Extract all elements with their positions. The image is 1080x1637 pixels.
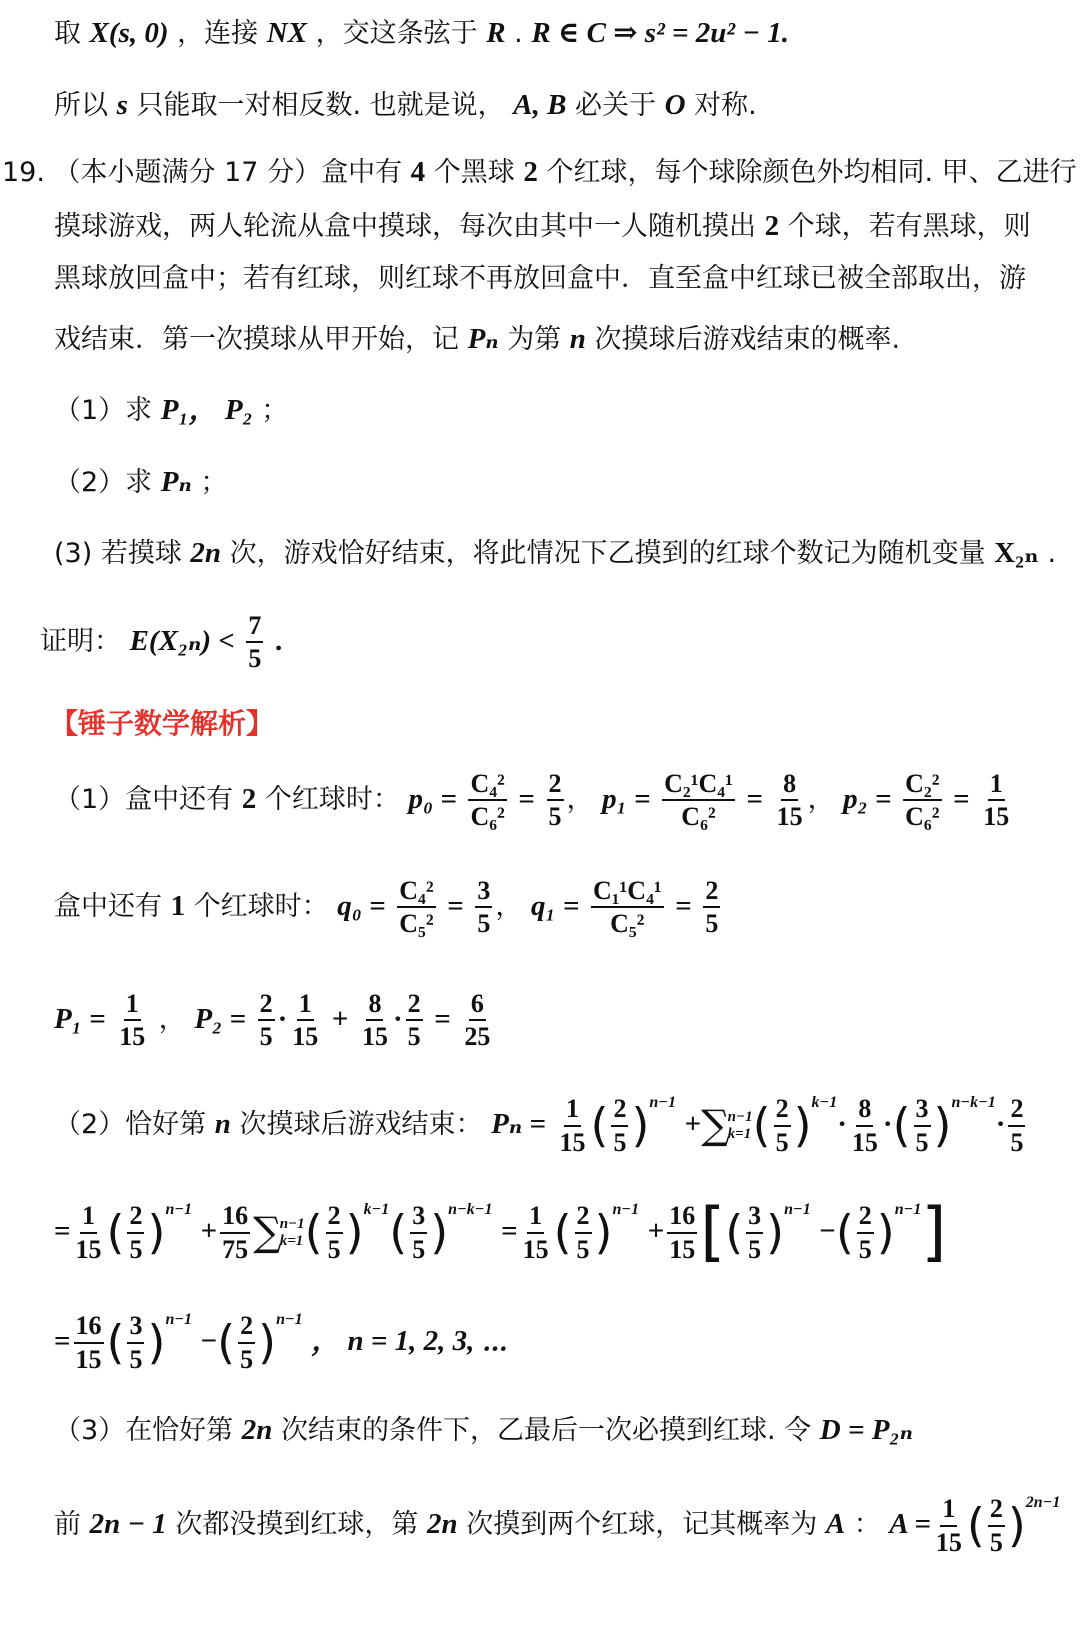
solution-2-result: = $\frac{16}{15}$ ( $\frac{3}{5}$ )$^{n-1}$ −( $\frac{2}{5}$ )$^{n-1}$ ， n = 1, 2, 3, ⋯ (54, 1311, 508, 1374)
math-expectation: E(X₂ₙ) < (129, 624, 235, 657)
math-P1P2: P₁， P₂ (160, 394, 253, 426)
text: 取 (54, 18, 81, 49)
sum-limits: n−1 k=1 (279, 1216, 305, 1249)
text: . (274, 624, 283, 657)
frac-1-15: $\frac{1}{15}$ (935, 1494, 962, 1557)
text: 前 (54, 1509, 81, 1540)
sigma-icon: ∑ (701, 1102, 730, 1149)
question-2 (54, 465, 227, 500)
prev-line-2 (54, 88, 757, 123)
frac-2-5: $\frac{2}{5}$ (613, 1094, 627, 1157)
frac-C11C41-C52: $\frac{\text{C₁¹C₄¹}}{\text{C₅²}}$ (592, 876, 662, 939)
text: 所以 (54, 90, 108, 121)
frac-2-5: $\frac{2}{5}$ (858, 1201, 872, 1264)
num-1: 1 (170, 889, 186, 922)
exponent: n−1 (649, 1094, 676, 1111)
math-2n: 2n (426, 1508, 458, 1540)
text: 次摸球后游戏结束： (239, 1109, 483, 1140)
problem-line-4 (54, 322, 900, 357)
text: （本小题满分 17 分）盒中有 (53, 157, 403, 188)
n-range: ， n = 1, 2, 3, ⋯ (311, 1325, 508, 1357)
text: 次结束的条件下，乙最后一次必摸到红球. 令 (281, 1415, 812, 1446)
frac-6-25: $\frac{6}{25}$ (464, 989, 491, 1052)
frac-2-5: $\frac{2}{5}$ (576, 1201, 590, 1264)
num-red: 2 (523, 156, 538, 188)
frac-1-15: $\frac{1}{15}$ (119, 989, 146, 1052)
math-p0: p₀ = (408, 782, 457, 815)
frac-3-5: $\frac{3}{5}$ (915, 1094, 929, 1157)
frac-2-5: $\frac{2}{5}$ (259, 989, 273, 1052)
frac-2-5: $\frac{2}{5}$ (989, 1494, 1003, 1557)
frac-3-5: $\frac{3}{5}$ (477, 876, 491, 939)
question-label: （2）求 (54, 467, 153, 498)
frac-2-5: $\frac{2}{5}$ (1010, 1094, 1024, 1157)
proof-statement (40, 612, 282, 673)
problem-number: 19. (2, 157, 45, 188)
num-draw: 2 (764, 210, 780, 242)
text: 为第 (507, 324, 562, 355)
frac-8-15: $\frac{8}{15}$ (851, 1094, 878, 1157)
num-2: 2 (241, 782, 257, 815)
question-3 (54, 536, 1056, 571)
math-O: O (664, 89, 686, 121)
solution-3-line (54, 1413, 913, 1448)
frac-1-15: $\frac{1}{15}$ (292, 989, 319, 1052)
math-p2: p₂ = (843, 782, 892, 815)
math-P2: P₂ = (194, 1002, 246, 1035)
text: ，交这条弦于 (315, 18, 478, 49)
text: 戏结束．第一次摸球从甲开始，记 (54, 324, 459, 355)
math-n: n (569, 323, 586, 355)
question-label: (3) 若摸球 (54, 538, 182, 569)
problem-line-2 (54, 209, 1031, 244)
problem-line-1 (2, 155, 1077, 190)
math-implication: R ∈ C ⇒ s² = 2u² − 1. (531, 17, 789, 49)
prev-line-1 (54, 16, 789, 51)
solution-2-line: （2）恰好第 n 次摸球后游戏结束： Pₙ = $\frac{1}{15}$ ( $\frac{2}{5}$ )$^{n-1}$ +∑ n−1 k=1 ( $\frac{2}{5}$ )$^{k-1}$· $\frac{8}{15}$ ·( $\frac{3}{5}$ )$^{n-k-1}$· $\frac{2}{5}$ (54, 1094, 1024, 1157)
frac-2-5: $\frac{2}{5}$ (327, 1201, 341, 1264)
frac-8-15: $\frac{8}{15}$ (776, 769, 803, 832)
exponent: n−k−1 (951, 1094, 996, 1111)
math-s: s (116, 89, 128, 121)
math-A: A (825, 1508, 846, 1540)
frac-16-15: $\frac{16}{15}$ (669, 1201, 696, 1264)
text: 个红球时： (193, 890, 329, 922)
math-P1: P₁ = (54, 1002, 106, 1035)
text: 只能取一对相反数. 也就是说， (136, 90, 505, 121)
math-n: n (214, 1108, 231, 1140)
text: ： (853, 1509, 881, 1540)
sigma-icon: ∑ (253, 1209, 282, 1256)
math-2n: 2n (241, 1414, 273, 1446)
frac-1-15: $\frac{1}{15}$ (75, 1201, 102, 1264)
math-D: D = P₂ₙ (819, 1414, 913, 1446)
math-q1: q₁ = (530, 889, 580, 922)
frac-1-15: $\frac{1}{15}$ (559, 1094, 586, 1157)
sum-limits: n−1 k=1 (727, 1109, 753, 1142)
text: （1）盒中还有 (54, 783, 234, 815)
text: . (514, 18, 523, 49)
solution-2-derivation: = $\frac{1}{15}$ ( $\frac{2}{5}$ )$^{n-1}$ + $\frac{16}{75}$ ∑ n−1 k=1 ( $\frac{2}{5}$ )$^{k-1}$( $\frac{3}{5}$ )$^{n-k-1}$ = $\frac{1}{15}$ ( $\frac{2}{5}$ )$^{n-1}$ + $\frac{16}{15}$ [( $\frac{3}{5}$ )$^{n-1}$ −( $\frac{2}{5}$ )$^{n-1}$] (54, 1195, 947, 1270)
frac-C42-C62: $\frac{\text{C₄²}}{\text{C₆²}}$ (470, 769, 505, 832)
solution-1-line: （1）盒中还有 2 个红球时： p₀ = $\frac{\text{C₄²}}{\text{C₆²}}$ = $\frac{2}{5}$ ， p₁ = $\frac{\text{C₂¹C₄¹}}{\text{C₆²}}$ = $\frac{8}{15}$ ， p₂ = $\frac{\text{C₂²}}{\text{C₆²}}$ = $\frac{1}{15}$ (54, 769, 1010, 832)
text: 黑球放回盒中；若有红球，则红球不再放回盒中．直至盒中红球已被全部取出，游 (54, 263, 1026, 294)
question-1 (54, 393, 288, 428)
text: 对称. (694, 90, 757, 121)
text: ，连接 (177, 18, 259, 49)
frac-8-15: $\frac{8}{15}$ (361, 989, 388, 1052)
math-NX: NX (266, 17, 308, 49)
solution-3b-line: 前 2n − 1 次都没摸到红球，第 2n 次摸到两个红球，记其概率为 A ： A = $\frac{1}{15}$ ( $\frac{2}{5}$ )$^{2n-1}$ (54, 1494, 1061, 1557)
frac-2-5: $\frac{2}{5}$ (775, 1094, 789, 1157)
text: 摸球游戏，两人轮流从盒中摸球，每次由其中一人随机摸出 (54, 211, 756, 242)
text: . (1047, 538, 1057, 569)
math-R: R (486, 17, 506, 49)
text: 必关于 (575, 90, 657, 121)
frac-1-15: $\frac{1}{15}$ (983, 769, 1010, 832)
frac-3-5: $\frac{3}{5}$ (748, 1201, 762, 1264)
math-AB: A, B (513, 89, 567, 121)
frac-1-15: $\frac{1}{15}$ (522, 1201, 549, 1264)
frac-3-5: $\frac{3}{5}$ (129, 1311, 143, 1374)
frac-C22-C62: $\frac{\text{C₂²}}{\text{C₆²}}$ (905, 769, 940, 832)
frac-3-5: $\frac{3}{5}$ (412, 1201, 426, 1264)
solution-P1-P2: P₁ = $\frac{1}{15}$ ， P₂ = $\frac{2}{5}$ · $\frac{1}{15}$ + $\frac{8}{15}$ · $\frac{2}{5}$ = $\frac{6}{25}$ (54, 989, 491, 1052)
math-X: X(s, 0) (89, 17, 169, 49)
text: 次都没摸到红球，第 (175, 1509, 419, 1540)
text: 次，游戏恰好结束，将此情况下乙摸到的红球个数记为随机变量 (229, 538, 986, 569)
text: 个红球时： (264, 783, 400, 815)
math-Pn: Pₙ (160, 466, 192, 498)
text: ； (261, 395, 289, 426)
text: （3）在恰好第 (54, 1415, 234, 1446)
math-2n: 2n (190, 537, 222, 569)
solution-1b-line: 盒中还有 1 个红球时： q₀ = $\frac{\text{C₄²}}{\text{C₅²}}$ = $\frac{3}{5}$ ， q₁ = $\frac{\text{C₁¹C₄¹}}{\text{C₅²}}$ = $\frac{2}{5}$ (54, 876, 719, 939)
frac-2-5: $\frac{2}{5}$ (240, 1311, 254, 1374)
question-label: （1）求 (54, 395, 153, 426)
frac-2-5: $\frac{2}{5}$ (548, 769, 562, 832)
text: 盒中还有 (54, 890, 162, 922)
solution-heading: 【锤子数学解析】 (50, 707, 275, 740)
frac-C42-C52: $\frac{\text{C₄²}}{\text{C₅²}}$ (399, 876, 434, 939)
text: 个红球，每个球除颜色外均相同. 甲、乙进行 (546, 157, 1077, 188)
problem-line-3 (54, 263, 1026, 295)
text: ； (200, 467, 228, 498)
math-p1: p₁ = (602, 782, 651, 815)
text: 次摸球后游戏结束的概率. (594, 324, 901, 355)
num-black: 4 (410, 156, 426, 188)
frac-2-5: $\frac{2}{5}$ (129, 1201, 143, 1264)
text: （2）恰好第 (54, 1109, 207, 1140)
math-2n-1: 2n − 1 (89, 1508, 167, 1540)
math-Pn: Pₙ = (491, 1108, 546, 1140)
text: 个黑球 (433, 157, 515, 188)
math-Pn: Pₙ (467, 323, 499, 355)
math-X2n: X₂ₙ (994, 537, 1039, 569)
proof-label: 证明： (40, 625, 121, 657)
exponent: k−1 (811, 1094, 838, 1111)
math-q0: q₀ = (337, 889, 386, 922)
text: 次摸到两个红球，记其概率为 (466, 1509, 818, 1540)
frac-16-75: $\frac{16}{75}$ (222, 1201, 249, 1264)
frac-16-15: $\frac{16}{15}$ (75, 1311, 102, 1374)
frac-7-5: $\frac{7}{5}$ (248, 611, 262, 674)
math-A-eq: A = (889, 1508, 931, 1540)
frac-2-5: $\frac{2}{5}$ (705, 876, 719, 939)
frac-2-5: $\frac{2}{5}$ (407, 989, 421, 1052)
frac-C21C41-C62: $\frac{\text{C₂¹C₄¹}}{\text{C₆²}}$ (664, 769, 733, 832)
text: 个球，若有黑球，则 (787, 211, 1031, 242)
exponent: 2n−1 (1025, 1494, 1061, 1511)
